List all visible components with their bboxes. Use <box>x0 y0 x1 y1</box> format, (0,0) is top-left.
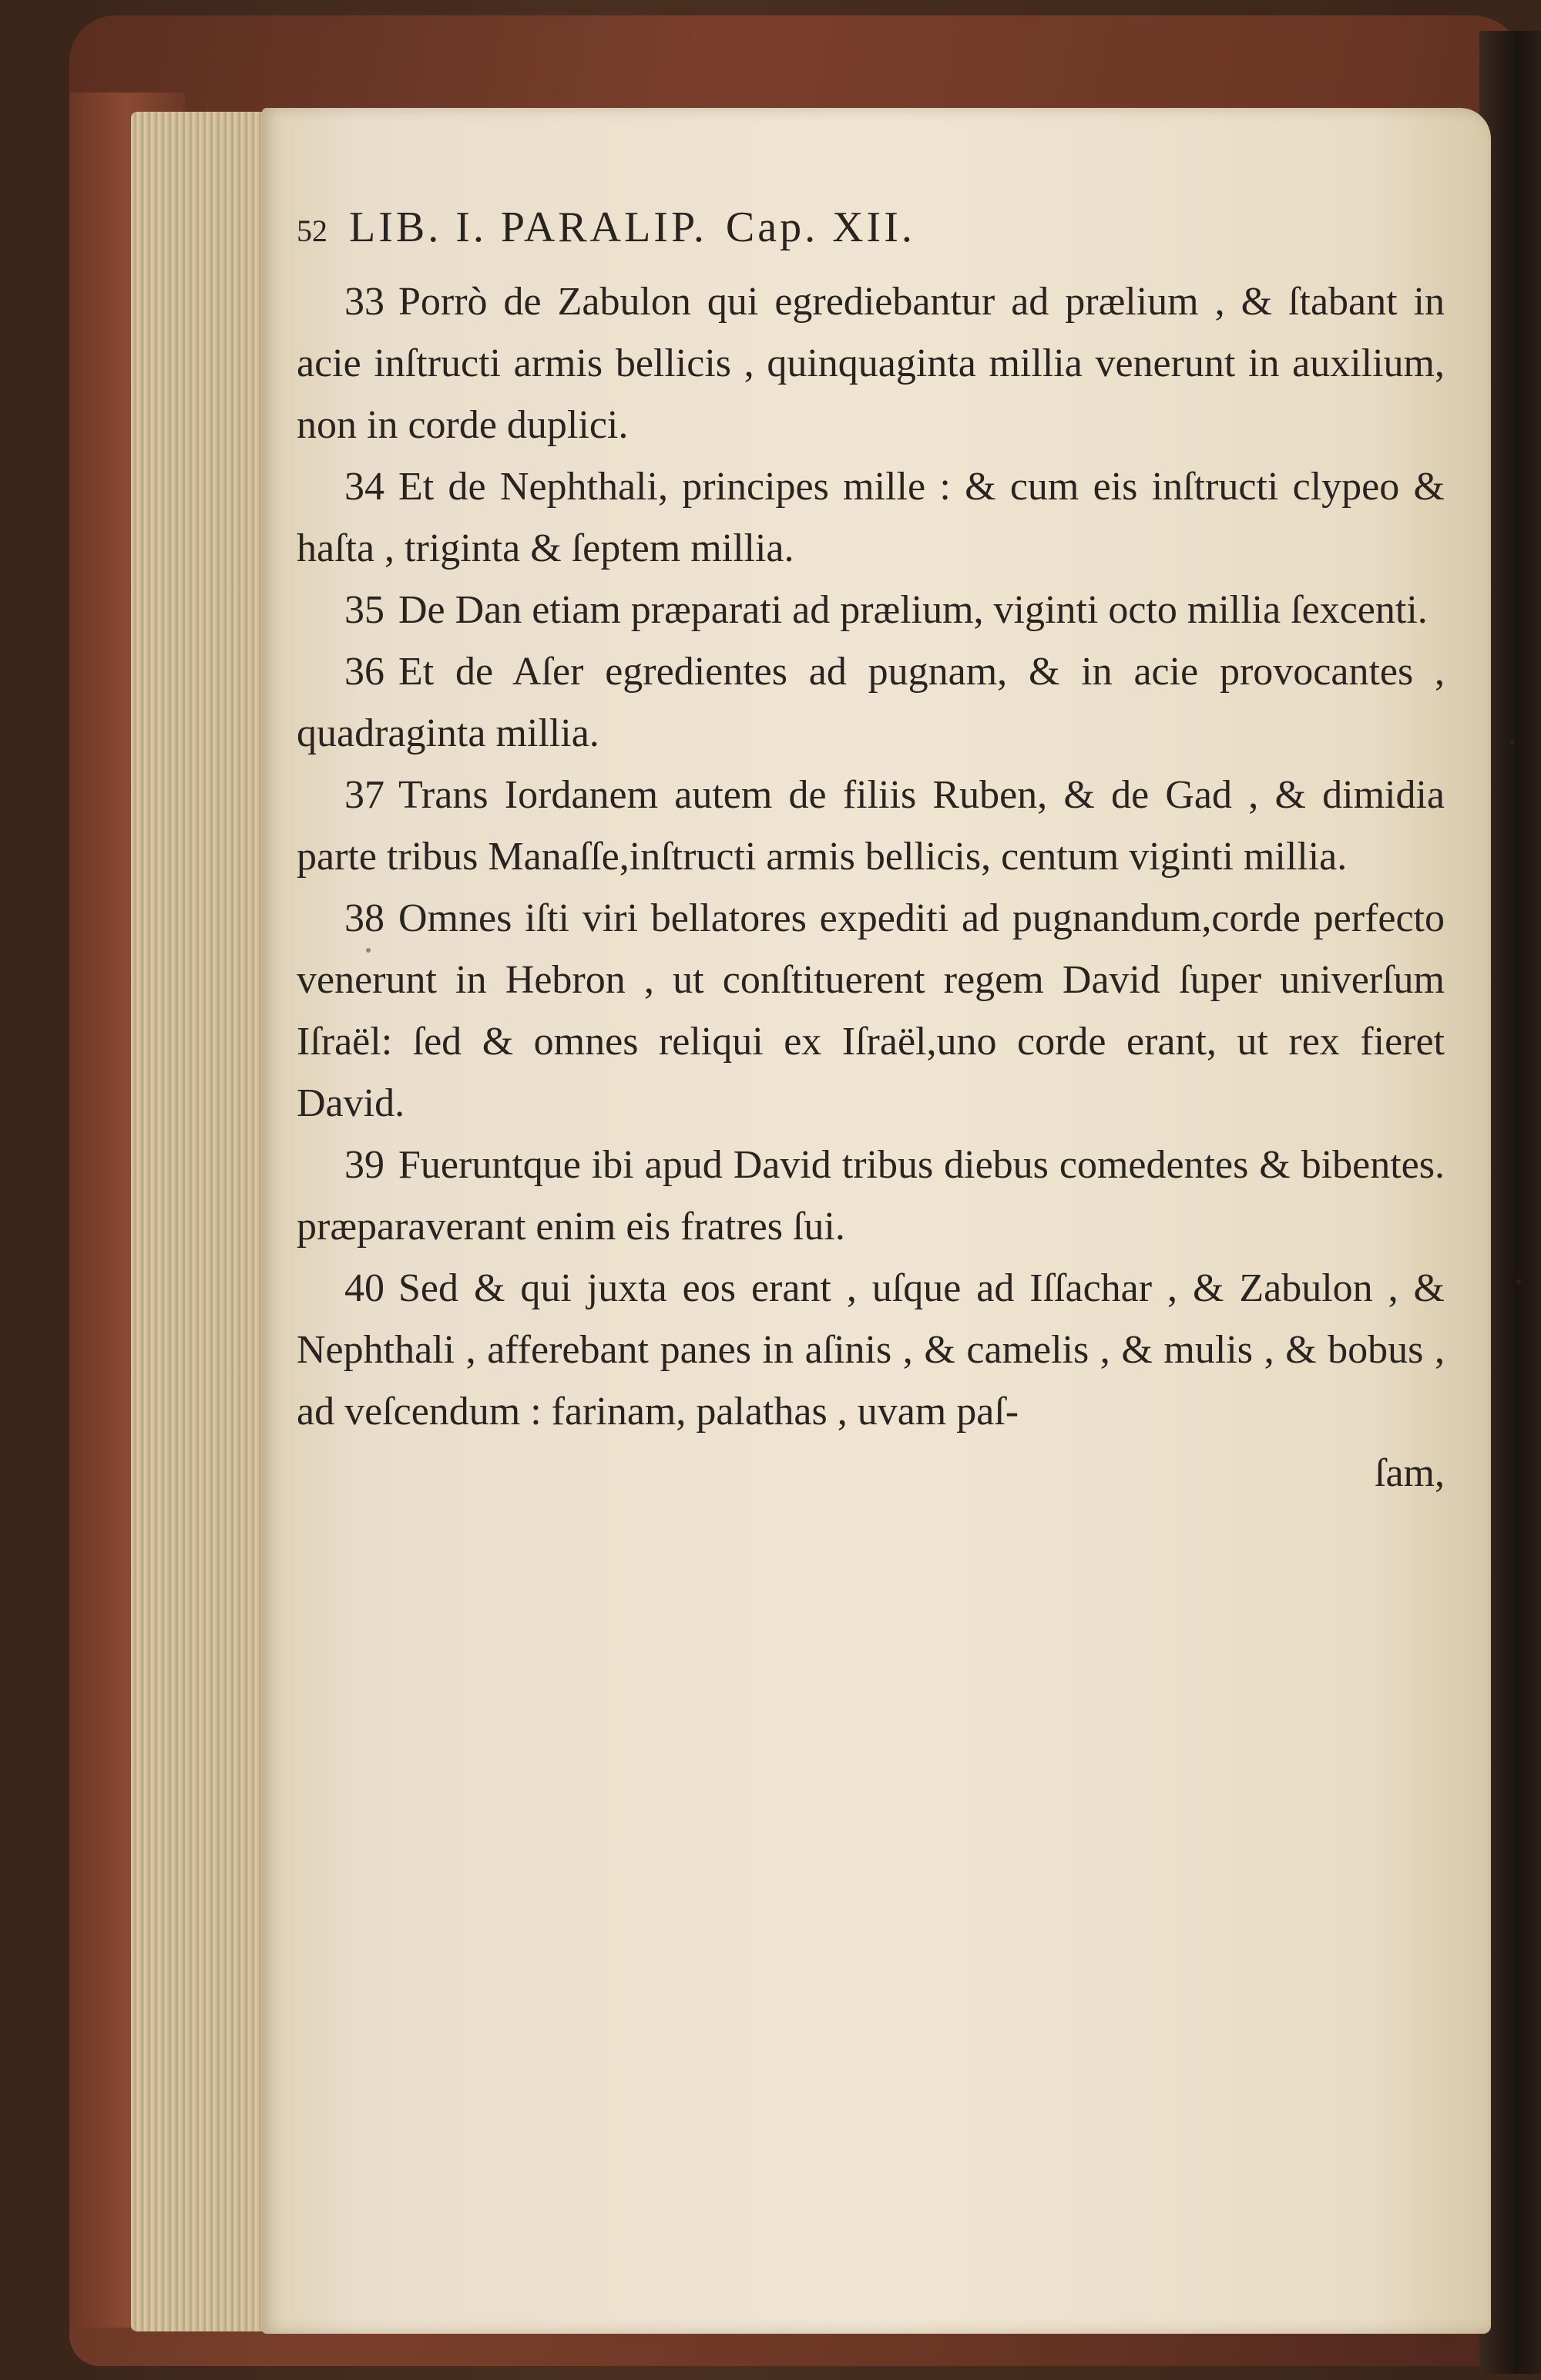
verse-number: 33 <box>344 280 384 324</box>
verse <box>297 888 1460 1135</box>
verse-list <box>297 271 1460 1443</box>
verse-number: 34 <box>344 465 384 509</box>
verse-text: Et de Nephthali, principes mille : & cum eis inſtructi clypeo & haſta , triginta & ſeptem millia. <box>297 465 1445 570</box>
catchword: ſam, <box>1375 1451 1445 1495</box>
margin-speck <box>1510 740 1515 745</box>
verse <box>297 641 1460 765</box>
verse-text: Fueruntque ibi apud David tribus diebus comedentes & bibentes. præparaverant enim eis fratres ſui. <box>297 1143 1445 1249</box>
verse <box>297 1135 1460 1258</box>
verse <box>297 765 1460 888</box>
verse-text: Trans Iordanem autem de filiis Ruben, & de Gad , & dimidia parte tribus Manaſſe,inſtructi armis bellicis, centum viginti millia. <box>297 773 1445 879</box>
verse-text: Omnes iſti viri bellatores expediti ad pugnandum,corde perfecto venerunt in Hebron , ut conſtituerent regem David ſuper univerſum Iſraël: ſed & omnes reliqui ex Iſraël,uno corde erant, ut rex fieret David. <box>297 896 1445 1125</box>
margin-speck <box>1516 1279 1521 1284</box>
verse-number: 37 <box>344 773 384 817</box>
chapter-label: Cap. XII. <box>725 203 915 251</box>
verse <box>297 580 1460 641</box>
verse-text: De Dan etiam præparati ad prælium, viginti octo millia ſexcenti. <box>398 588 1428 632</box>
running-title: LIB. I. PARALIP. <box>349 203 707 251</box>
folio-number: 52 <box>297 213 327 248</box>
verse <box>297 271 1460 456</box>
verse <box>297 456 1460 580</box>
verse-text: Porrò de Zabulon qui egrediebantur ad prælium , & ſtabant in acie inſtructi armis bellicis , quinquaginta millia venerunt in auxilium, non in corde duplici. <box>297 280 1445 447</box>
verse-number: 40 <box>344 1266 384 1310</box>
verse-number: 36 <box>344 650 384 694</box>
verse-text: Sed & qui juxta eos erant , uſque ad Iſſachar , & Zabulon , & Nephthali , afferebant panes in aſinis , & camelis , & mulis , & bobus , ad veſcendum : farinam, palathas , uvam paſ- <box>297 1266 1445 1434</box>
running-header <box>297 197 1460 262</box>
verse-text: Et de Aſer egredientes ad pugnam, & in acie provocantes , quadraginta millia. <box>297 650 1445 755</box>
page-stack-edge <box>131 112 266 2331</box>
page-text <box>297 197 1460 1504</box>
margin-speck <box>366 948 371 953</box>
verse-number: 39 <box>344 1143 384 1187</box>
verse-number: 38 <box>344 896 384 940</box>
verse-number: 35 <box>344 588 384 632</box>
verse <box>297 1258 1460 1443</box>
